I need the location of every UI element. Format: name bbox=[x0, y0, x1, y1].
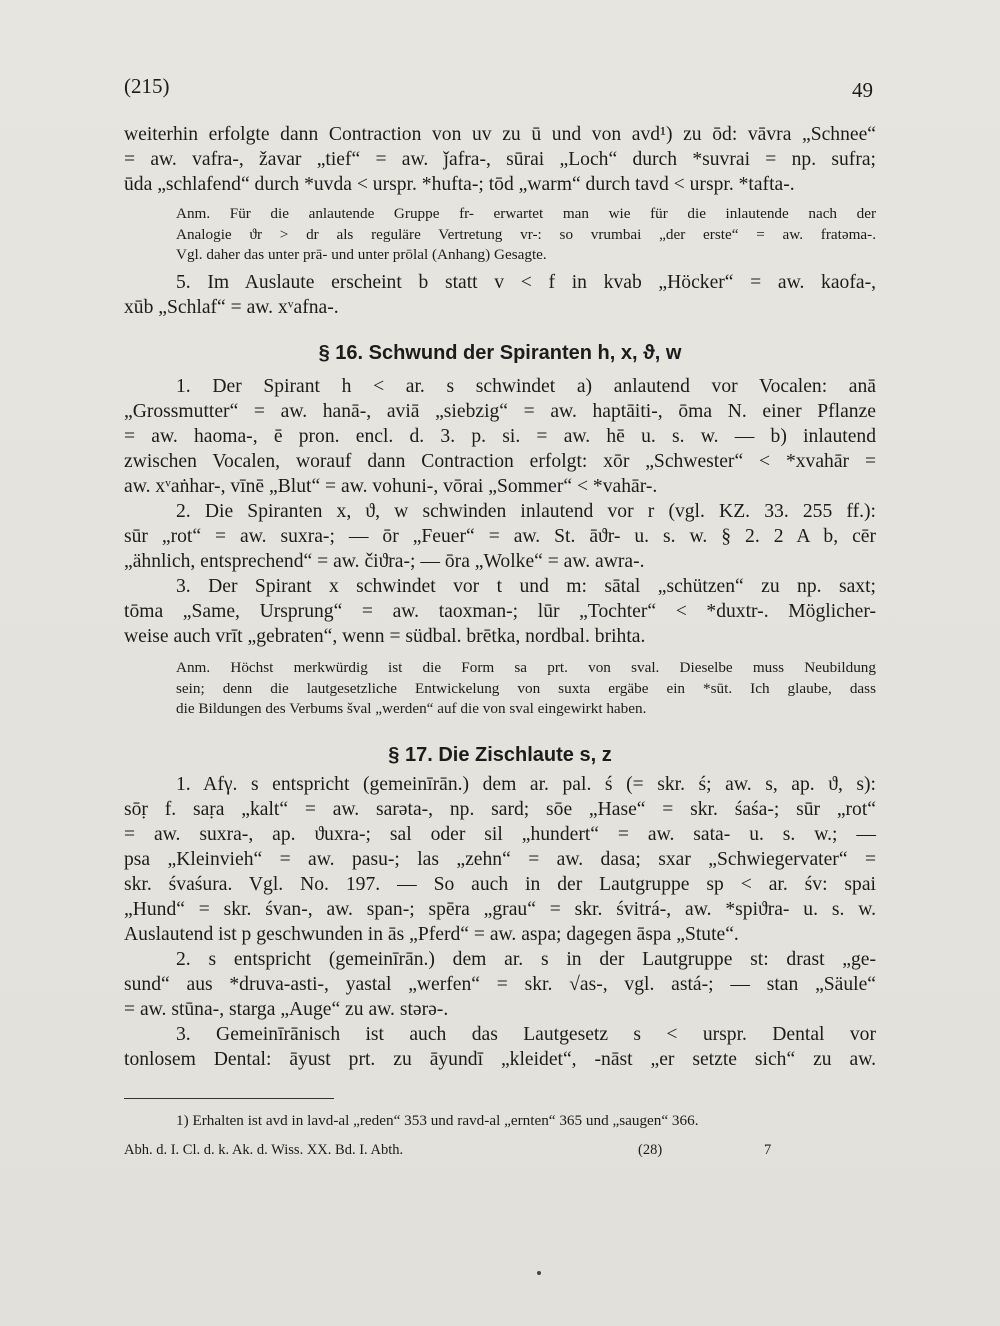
section-heading-16: § 16. Schwund der Spiranten h, x, ϑ, w bbox=[318, 342, 682, 364]
text-line: „ähnlich, entsprechend“ = aw. čiϑra-; — ōra „Wolke“ = aw. awra-. bbox=[124, 551, 645, 572]
text-line: sund“ aus *druva-asti-, yastal „werfen“ = skr. √as-, vgl. astá-; — stan „Säule“ bbox=[124, 974, 876, 995]
text-line: = aw. stūna-, starga „Auge“ zu aw. stərə-. bbox=[124, 999, 449, 1020]
page-number: 49 bbox=[852, 78, 873, 102]
note-line: Anm. Für die anlautende Gruppe fr- erwartet man wie für die inlautende nach der bbox=[176, 205, 876, 222]
text-line: 2. Die Spiranten x, ϑ, w schwinden inlautend vor r (vgl. KZ. 33. 255 ff.): bbox=[176, 501, 876, 522]
text-line: sōṛ f. saṛa „kalt“ = aw. sarəta-, np. sard; sōe „Hase“ = skr. śaśa-; sūr „rot“ bbox=[124, 799, 876, 820]
note-line: sein; denn die lautgesetzliche Entwickelung von suxta ergäbe ein *sūt. Ich glaube, dass bbox=[176, 679, 876, 697]
text-line: skr. śvaśura. Vgl. No. 197. — So auch in der Lautgruppe sp < ar. śv: spai bbox=[124, 874, 876, 895]
text-line: 3. Gemeinīrānisch ist auch das Lautgesetz s < urspr. Dental vor bbox=[176, 1024, 876, 1045]
text-line: 5. Im Auslaute erscheint b statt v < f in kvab „Höcker“ = aw. kaofa-, bbox=[176, 272, 876, 293]
text-line: 1. Afγ. s entspricht (gemeinīrān.) dem ar. pal. ś (= skr. ś; aw. s, ap. ϑ, s): bbox=[176, 774, 876, 795]
footer-signature-mark: 7 bbox=[764, 1142, 772, 1158]
ink-dot bbox=[537, 1271, 541, 1275]
section-17-body bbox=[124, 772, 876, 1072]
text-line: xūb „Schlaf“ = aw. xᵛafna-. bbox=[124, 297, 339, 318]
text-line: 2. s entspricht (gemeinīrān.) dem ar. s in der Lautgruppe st: drast „ge- bbox=[176, 949, 876, 970]
footnote-divider bbox=[124, 1098, 334, 1099]
text-line: Auslautend ist p geschwunden in ās „Pferd“ = aw. aspa; dagegen āspa „Stute“. bbox=[124, 924, 739, 945]
footer-sheet-number: (28) bbox=[638, 1142, 663, 1158]
text-line: tōma „Same, Ursprung“ = aw. taoxman-; lūr „Tochter“ < *duxtr-. Möglicher- bbox=[124, 601, 876, 622]
text-line: psa „Kleinvieh“ = aw. pasu-; las „zehn“ = aw. dasa; sxar „Schwiegervater“ = bbox=[124, 849, 876, 870]
text-line: = aw. vafra-, žavar „tief“ = aw. ǰafra-, sūrai „Loch“ durch *suvrai = np. sufra; bbox=[124, 149, 876, 170]
paragraph-auslaut bbox=[124, 270, 876, 320]
text-line: weiterhin erfolgte dann Contraction von uv zu ū und von avd¹) zu ōd: vāvra „Schnee“ bbox=[124, 124, 876, 145]
text-line: „Grossmutter“ = aw. hanā-, aviā „siebzig“ = aw. haptāiti-, ōma N. einer Pflanze bbox=[124, 401, 876, 422]
text-line: ūda „schlafend“ durch *uvda < urspr. *hufta-; tōd „warm“ durch tavd < urspr. *tafta-. bbox=[124, 174, 795, 195]
paragraph-contraction bbox=[124, 122, 876, 197]
note-anm-1 bbox=[176, 204, 876, 266]
text-line: weise auch vrīt „gebraten“, wenn = südbal. brētka, nordbal. brihta. bbox=[124, 626, 646, 647]
footnote: 1) Erhalten ist avd in lavd-al „reden“ 353 und ravd-al „ernten“ 365 und „saugen“ 366. bbox=[176, 1112, 699, 1129]
section-heading-17: § 17. Die Zischlaute s, z bbox=[388, 744, 612, 766]
page-header-section-number: (215) bbox=[124, 74, 170, 98]
text-line: 1. Der Spirant h < ar. s schwindet a) anlautend vor Vocalen: anā bbox=[176, 376, 876, 397]
text-line: = aw. haoma-, ē pron. encl. d. 3. p. si. = aw. hē u. s. w. — b) inlautend bbox=[124, 426, 876, 447]
text-line: zwischen Vocalen, worauf dann Contraction erfolgt: xōr „Schwester“ < *xvahār = bbox=[124, 451, 876, 472]
text-line: 3. Der Spirant x schwindet vor t und m: sātal „schützen“ zu np. saxt; bbox=[176, 576, 876, 597]
note-line: Analogie ϑr > dr als reguläre Vertretung vr-: so vrumbai „der erste“ = aw. fratəma-. bbox=[176, 225, 876, 243]
text-line: = aw. suxra-, ap. ϑuxra-; sal oder sil „hundert“ = aw. sata- u. s. w.; — bbox=[124, 824, 876, 845]
footer-series-info: Abh. d. I. Cl. d. k. Ak. d. Wiss. XX. Bd. I. Abth. bbox=[124, 1142, 404, 1158]
note-anm-2 bbox=[176, 658, 876, 720]
note-line: Anm. Höchst merkwürdig ist die Form sa prt. von sval. Dieselbe muss Neubildung bbox=[176, 659, 876, 676]
text-line: „Hund“ = skr. śvan-, aw. span-; spēra „grau“ = skr. śvitrá-, aw. *spiϑra- u. s. w. bbox=[124, 899, 876, 920]
note-line: Vgl. daher das unter prā- und unter prōlal (Anhang) Gesagte. bbox=[176, 246, 547, 263]
text-line: aw. xᵛaṅhar-, vīnē „Blut“ = aw. vohuni-, vōrai „Sommer“ < *vahār-. bbox=[124, 476, 658, 497]
note-line: die Bildungen des Verbums šval „werden“ auf die von sval eingewirkt haben. bbox=[176, 700, 647, 717]
text-line: sūr „rot“ = aw. suxra-; — ōr „Feuer“ = aw. St. āϑr- u. s. w. § 2. 2 A b, cēr bbox=[124, 526, 876, 547]
text-line: tonlosem Dental: āyust prt. zu āyundī „kleidet“, -nāst „er setzte sich“ zu aw. bbox=[124, 1049, 876, 1070]
section-16-body bbox=[124, 374, 876, 649]
